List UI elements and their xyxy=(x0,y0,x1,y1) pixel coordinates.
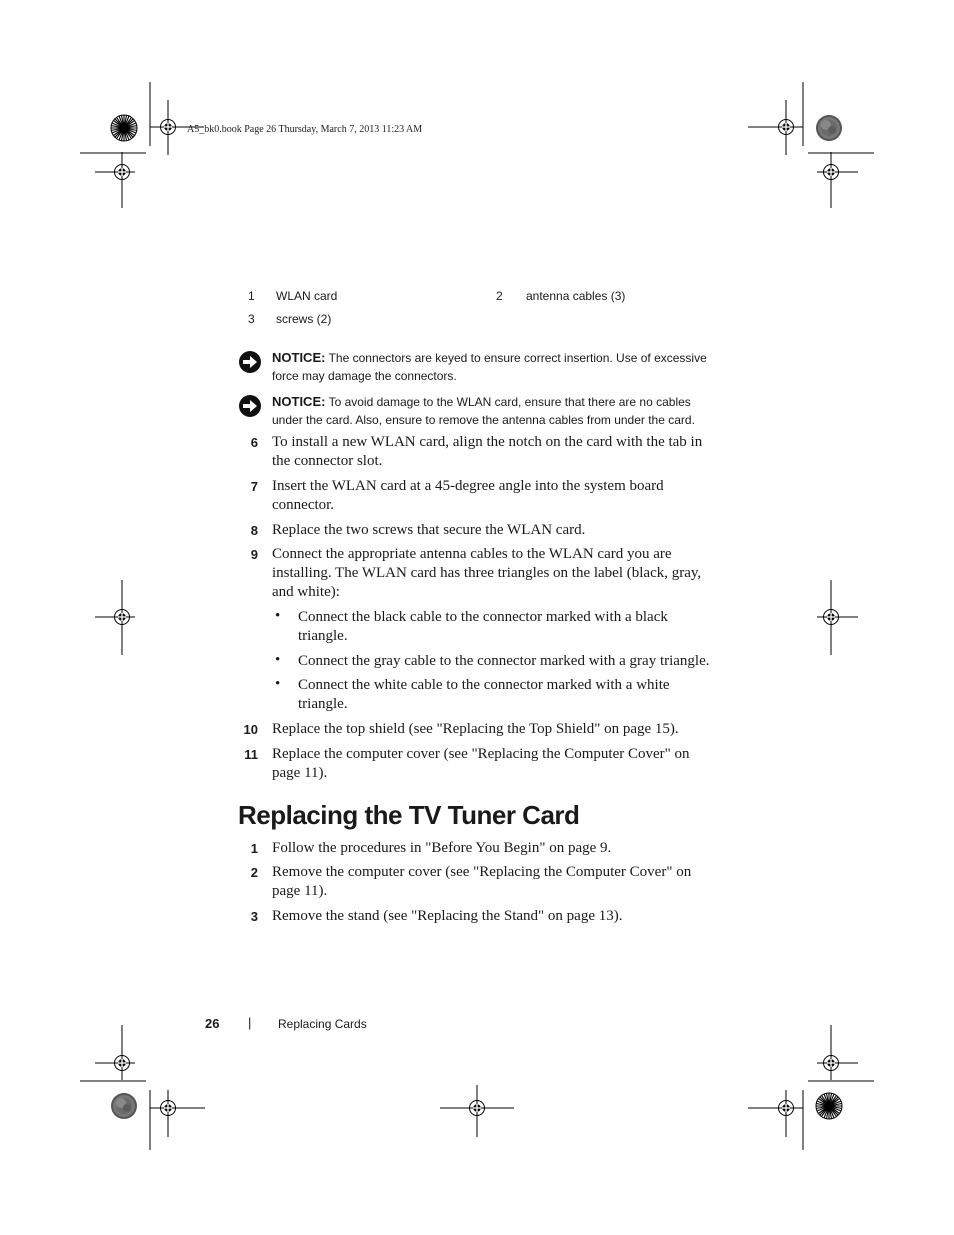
step-number: 6 xyxy=(250,435,258,450)
bottom-center-marks xyxy=(440,1085,514,1137)
step-number: 1 xyxy=(250,841,258,856)
middle-right-marks xyxy=(817,580,858,655)
bullet-text xyxy=(298,652,738,671)
legend-label: WLAN card xyxy=(276,289,338,303)
notice-arrow-icon xyxy=(238,350,262,374)
bullet-mark: • xyxy=(275,608,281,624)
legend-label: screws (2) xyxy=(276,312,332,326)
notice-text-line: The connectors are keyed to ensure correct insertion. Use of excessive xyxy=(328,351,707,365)
notice-text-line: force may damage the connectors. xyxy=(272,368,457,383)
notice-text-line: To avoid damage to the WLAN card, ensure that there are no cables xyxy=(328,395,691,409)
step-line: page 11). xyxy=(272,883,328,899)
step-line: the connector slot. xyxy=(272,453,383,469)
step-line: installing. The WLAN card has three triangles on the label (black, gray, xyxy=(272,565,702,581)
step-text xyxy=(272,521,732,540)
step-text xyxy=(272,745,732,783)
step-number: 10 xyxy=(243,722,258,737)
step-line: Remove the stand (see "Replacing the Stand" on page 13). xyxy=(272,908,623,924)
notice-box xyxy=(238,349,738,385)
step-number: 7 xyxy=(250,479,258,494)
notice-label: NOTICE: xyxy=(272,394,326,409)
bottom-left-marks xyxy=(80,1025,205,1150)
notice-label: NOTICE: xyxy=(272,350,326,365)
step-number: 3 xyxy=(250,909,258,924)
bullet-line: Connect the black cable to the connector marked with a black xyxy=(298,609,668,625)
step-text xyxy=(272,839,732,858)
step-line: Remove the computer cover (see "Replacing the Computer Cover" on xyxy=(272,864,692,880)
bullet-mark: • xyxy=(275,676,281,692)
step-line: Insert the WLAN card at a 45-degree angle into the system board xyxy=(272,478,664,494)
step-line: page 11). xyxy=(272,765,328,781)
notice-arrow-icon xyxy=(238,394,262,418)
step-line: Connect the appropriate antenna cables to the WLAN card you are xyxy=(272,546,672,562)
top-right-marks xyxy=(748,82,874,208)
step-line: Replace the two screws that secure the WLAN card. xyxy=(272,522,586,538)
bullet-line: Connect the gray cable to the connector marked with a gray triangle. xyxy=(298,653,710,669)
bullet-line: Connect the white cable to the connector marked with a white xyxy=(298,677,670,693)
step-text xyxy=(272,545,732,602)
bullet-mark: • xyxy=(275,652,281,668)
step-line: Replace the computer cover (see "Replacing the Computer Cover" on xyxy=(272,746,690,762)
notice-text-line: under the card. Also, ensure to remove the antenna cables from under the card. xyxy=(272,412,695,427)
top-left-marks xyxy=(80,82,204,208)
step-text xyxy=(272,433,732,471)
middle-left-marks xyxy=(95,580,135,655)
step-number: 11 xyxy=(244,747,258,762)
step-text xyxy=(272,907,732,926)
bullet-line: triangle. xyxy=(298,696,348,712)
step-line: connector. xyxy=(272,497,335,513)
step-text xyxy=(272,720,732,739)
legend-number: 1 xyxy=(248,289,255,303)
step-line: Follow the procedures in "Before You Begin" on page 9. xyxy=(272,840,612,856)
print-info-header: A5_bk0.book Page 26 Thursday, March 7, 2013 11:23 AM xyxy=(187,124,423,135)
page-number: 26 xyxy=(205,1016,220,1031)
step-number: 2 xyxy=(250,865,258,880)
footer-separator: | xyxy=(248,1015,252,1030)
bullet-text xyxy=(298,676,738,714)
step-text xyxy=(272,477,732,515)
legend-number: 2 xyxy=(496,289,503,303)
bullet-text xyxy=(298,608,738,646)
step-line: To install a new WLAN card, align the notch on the card with the tab in xyxy=(272,434,703,450)
bullet-line: triangle. xyxy=(298,628,348,644)
step-number: 8 xyxy=(250,523,258,538)
legend-label: antenna cables (3) xyxy=(526,289,626,303)
step-line: and white): xyxy=(272,584,340,600)
legend-number: 3 xyxy=(248,312,255,326)
notice-box xyxy=(238,393,738,429)
section-heading: Replacing the TV Tuner Card xyxy=(238,800,580,830)
bottom-right-marks xyxy=(748,1025,874,1150)
step-line: Replace the top shield (see "Replacing the Top Shield" on page 15). xyxy=(272,721,679,737)
step-number: 9 xyxy=(250,547,258,562)
step-text xyxy=(272,863,732,901)
footer-section-name: Replacing Cards xyxy=(278,1017,367,1031)
